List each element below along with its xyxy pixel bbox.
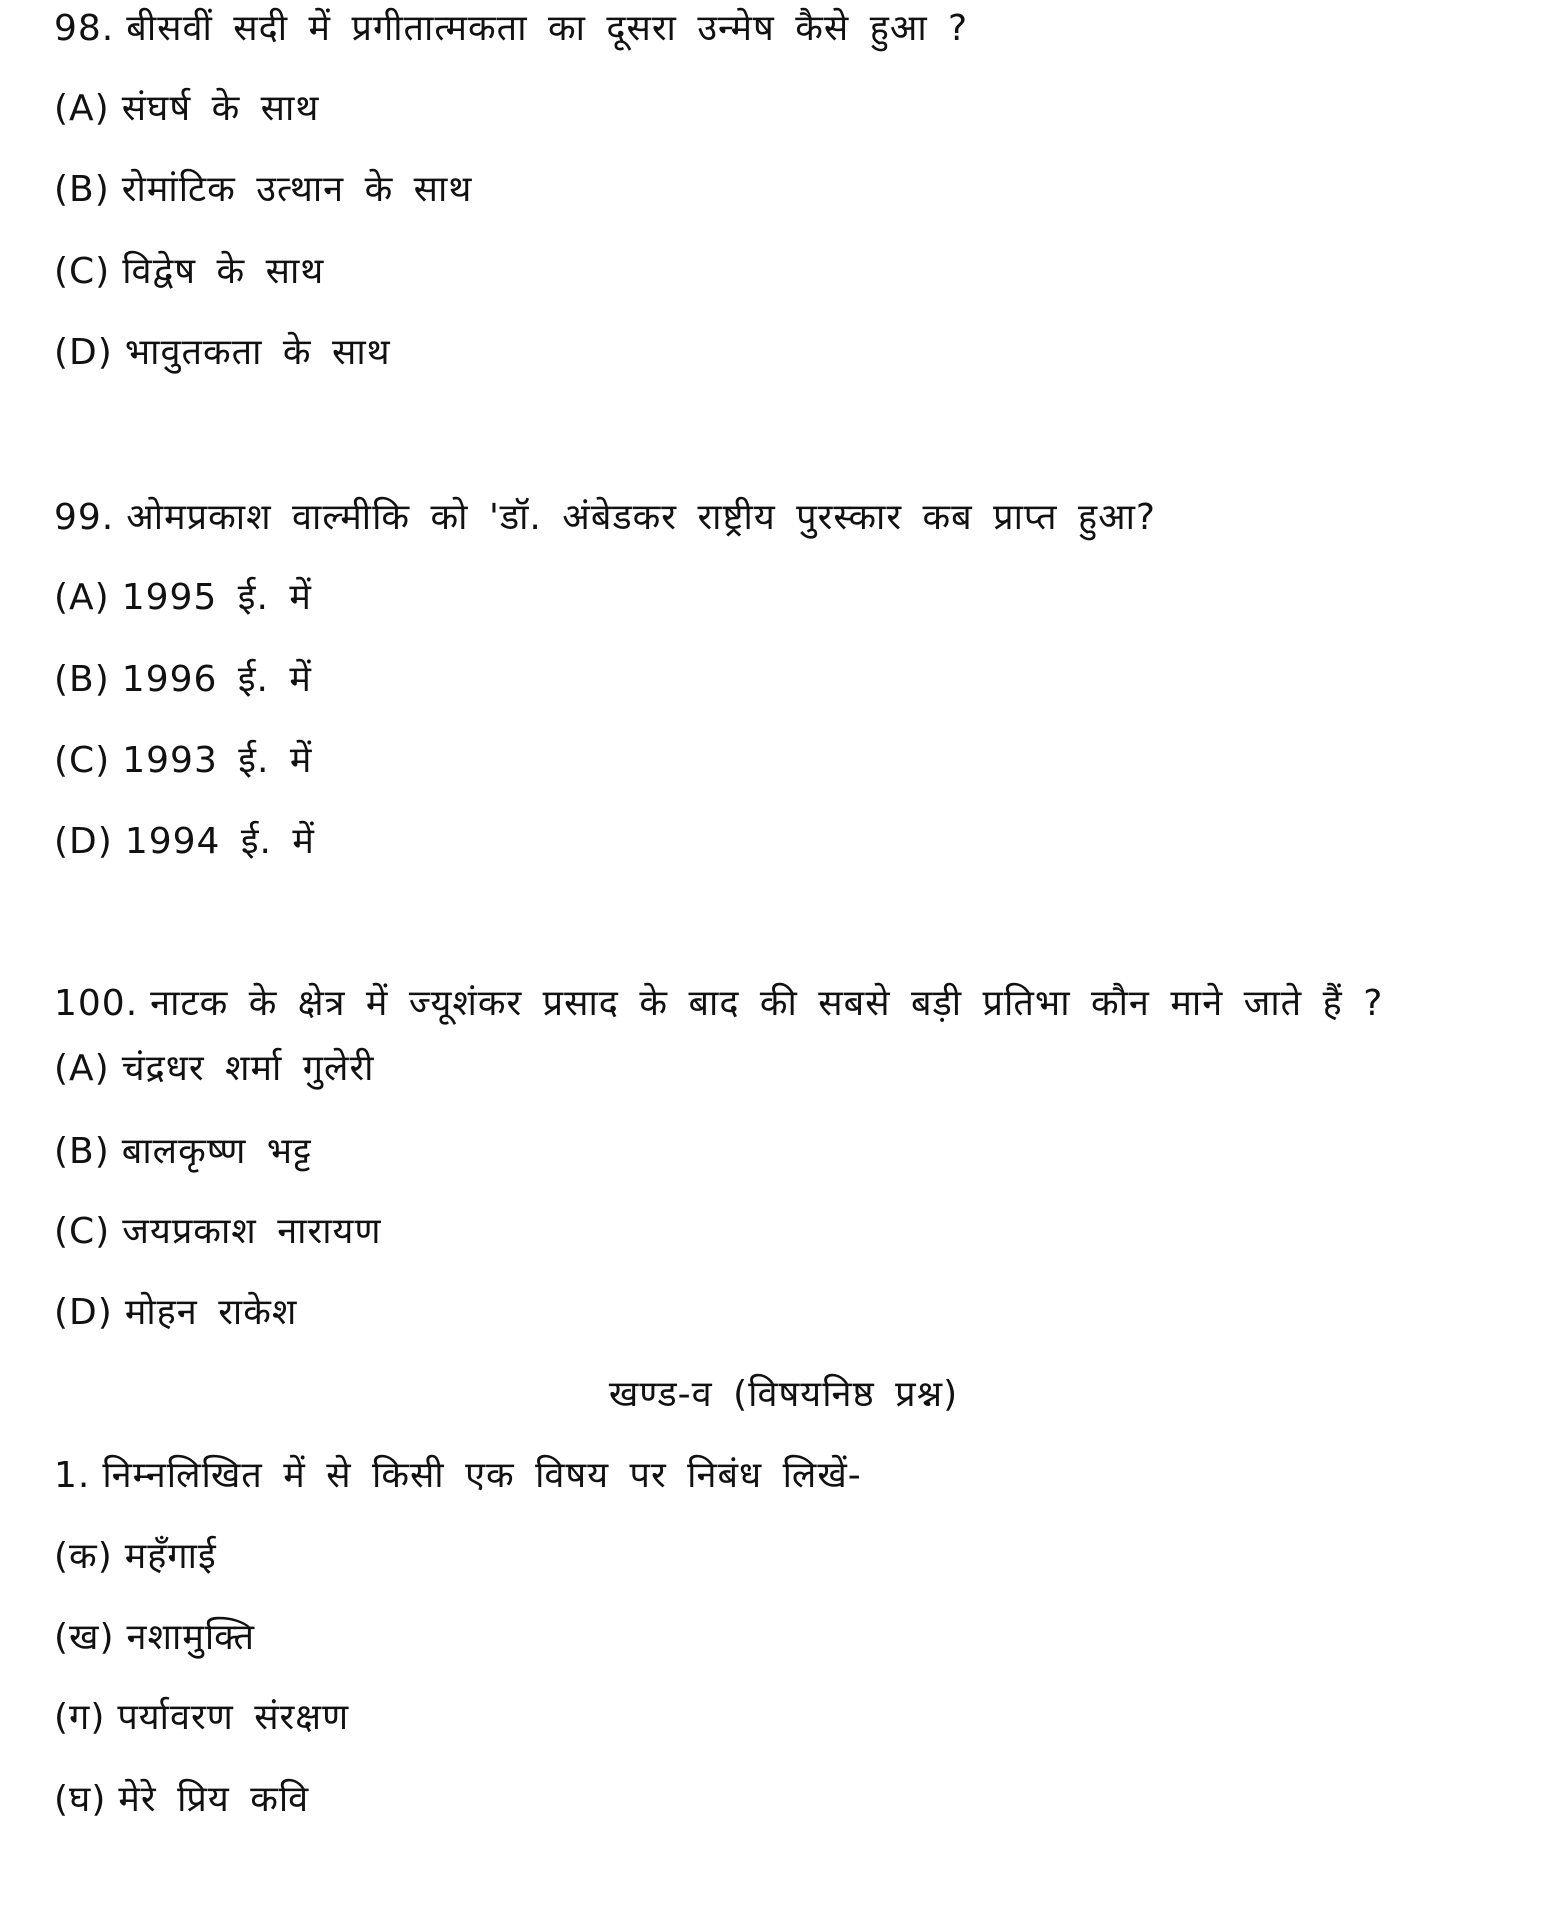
- option-98-a: [54, 84, 319, 134]
- option-label: (A): [54, 577, 110, 618]
- option-99-d: [54, 817, 315, 867]
- question-number: 99.: [54, 497, 115, 538]
- option-label: (क): [54, 1536, 113, 1577]
- option-label: (B): [54, 169, 110, 210]
- option-text: भावुतकता के साथ: [124, 332, 391, 373]
- option-label: (घ): [54, 1779, 107, 1820]
- option-text: बालकृष्ण भट्ट: [121, 1131, 312, 1172]
- option-text: चंद्रधर शर्मा गुलेरी: [121, 1048, 375, 1089]
- option-label: (D): [54, 1292, 113, 1333]
- option-label: (C): [54, 251, 111, 292]
- option-98-b: [54, 165, 472, 215]
- option-label: (ग): [54, 1697, 106, 1738]
- question-text: निम्नलिखित में से किसी एक विषय पर निबंध लिखें-: [102, 1455, 862, 1496]
- option-text: 1993 ई. में: [122, 740, 313, 781]
- essay-option-ka: [54, 1532, 217, 1582]
- option-text: रोमांटिक उत्थान के साथ: [121, 169, 473, 210]
- question-98: [54, 4, 968, 54]
- option-text: मोहन राकेश: [124, 1292, 298, 1333]
- option-text: 1995 ई. में: [121, 577, 312, 618]
- option-100-a: [54, 1044, 375, 1094]
- option-label: (C): [54, 740, 111, 781]
- option-label: (A): [54, 1048, 110, 1089]
- question-number: 100.: [54, 983, 139, 1024]
- option-text: 1994 ई. में: [124, 821, 315, 862]
- question-text: ओमप्रकाश वाल्मीकि को 'डॉ. अंबेडकर राष्ट्रीय पुरस्कार कब प्राप्त हुआ?: [126, 497, 1157, 538]
- question-text: बीसवीं सदी में प्रगीतात्मकता का दूसरा उन्मेष कैसे हुआ ?: [126, 8, 969, 49]
- question-text: नाटक के क्षेत्र में ज्यूशंकर प्रसाद के बाद की सबसे बड़ी प्रतिभा कौन माने जाते हैं ?: [150, 983, 1384, 1024]
- option-98-d: [54, 328, 391, 378]
- question-100: [54, 979, 1383, 1029]
- option-99-b: [54, 655, 312, 705]
- option-label: (D): [54, 332, 113, 373]
- section-heading: खण्ड-व (विषयनिष्ठ प्रश्न): [608, 1374, 959, 1415]
- option-text: नशामुक्ति: [126, 1617, 255, 1658]
- option-text: विद्वेष के साथ: [122, 251, 325, 292]
- option-label: (B): [54, 659, 110, 700]
- option-text: पर्यावरण संरक्षण: [117, 1697, 350, 1738]
- option-text: जयप्रकाश नारायण: [122, 1211, 382, 1252]
- question-number: 1.: [54, 1455, 91, 1496]
- option-text: 1996 ई. में: [121, 659, 312, 700]
- option-99-c: [54, 736, 312, 786]
- option-99-a: [54, 573, 312, 623]
- option-label: (A): [54, 88, 110, 129]
- question-number: 98.: [54, 8, 115, 49]
- option-text: मेरे प्रिय कवि: [118, 1779, 310, 1820]
- option-100-b: [54, 1127, 312, 1177]
- option-label: (C): [54, 1211, 111, 1252]
- option-98-c: [54, 247, 324, 297]
- essay-question-1: [54, 1451, 862, 1501]
- option-label: (D): [54, 821, 113, 862]
- option-100-c: [54, 1207, 381, 1257]
- option-text: संघर्ष के साथ: [121, 88, 320, 129]
- essay-option-kha: [54, 1613, 255, 1663]
- question-99: [54, 493, 1156, 543]
- option-text: महँगाई: [124, 1536, 217, 1577]
- essay-option-gha: [54, 1775, 309, 1825]
- essay-option-ga: [54, 1693, 349, 1743]
- option-100-d: [54, 1288, 297, 1338]
- option-label: (B): [54, 1131, 110, 1172]
- option-label: (ख): [54, 1617, 115, 1658]
